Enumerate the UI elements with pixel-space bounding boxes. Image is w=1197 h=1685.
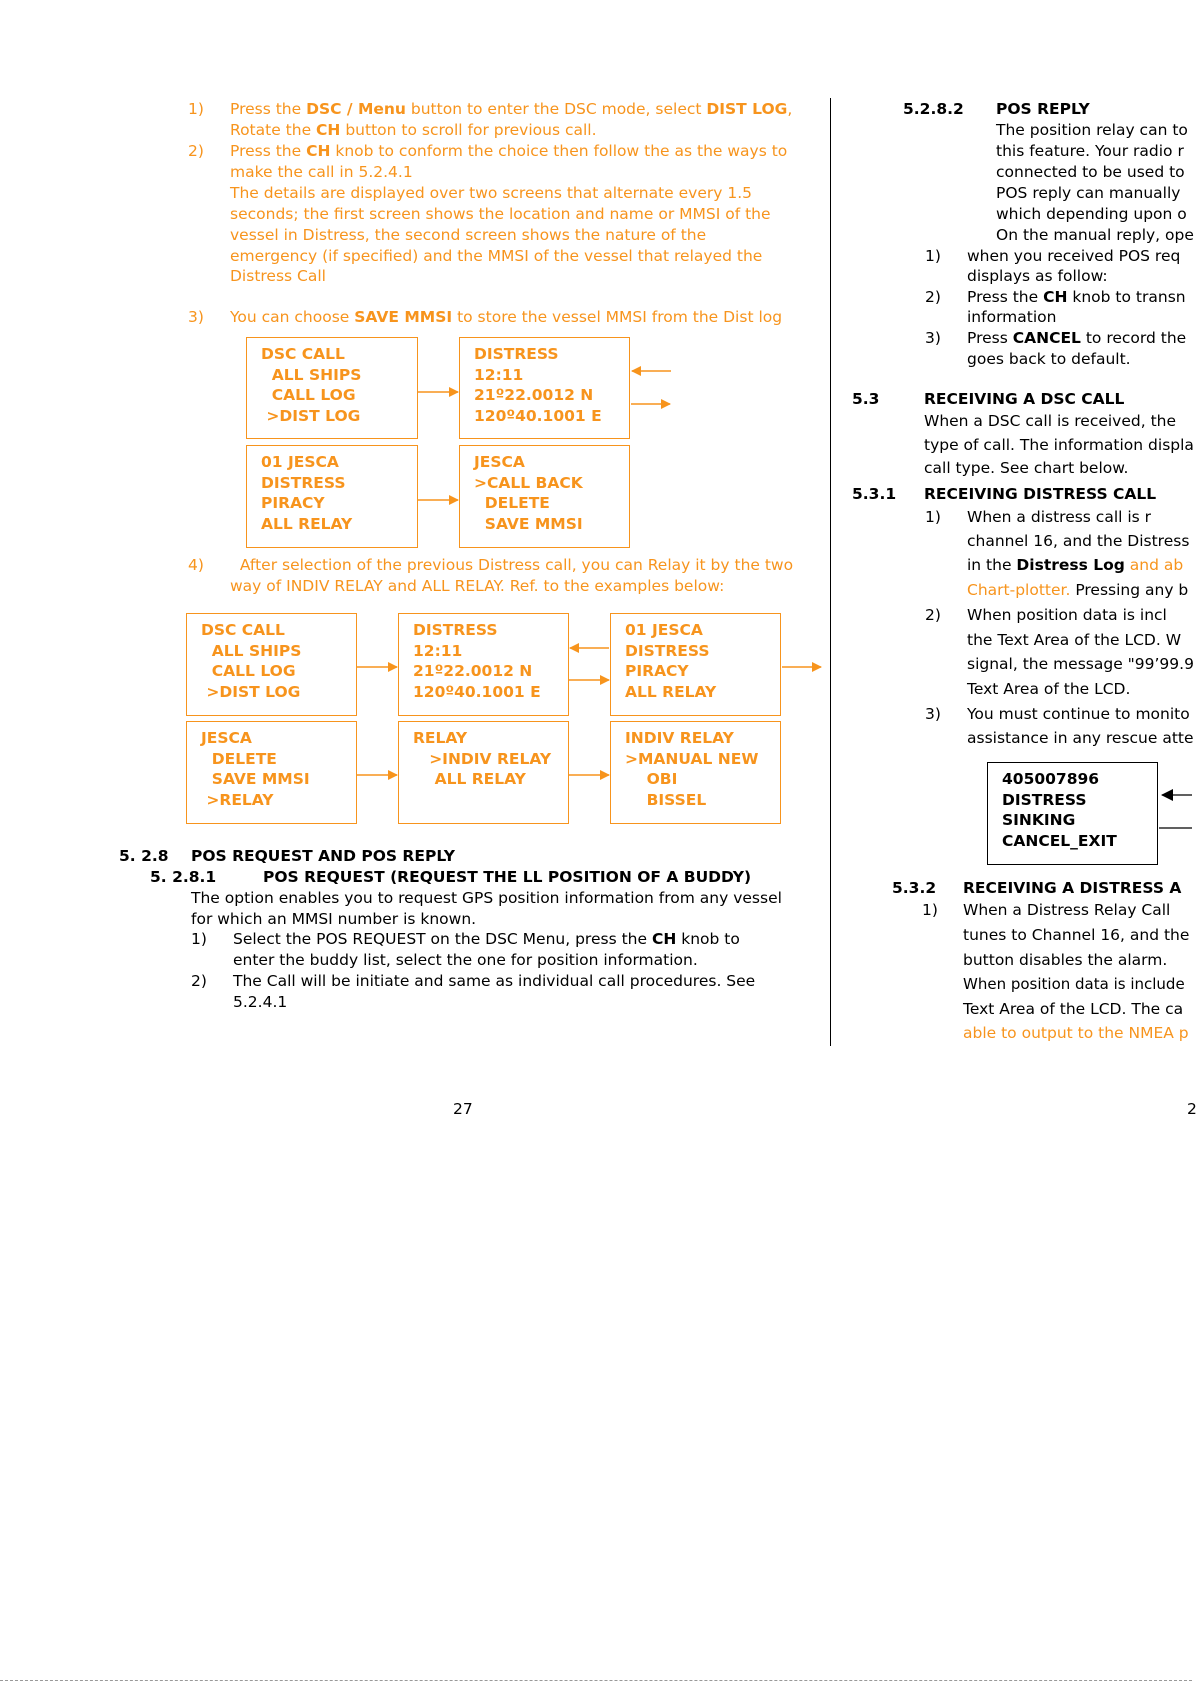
distress-step-2-line-3: signal, the message "99’99.9 bbox=[967, 655, 1194, 673]
pos-reply-para-1: The position relay can to bbox=[996, 121, 1188, 139]
pos-reply-para-5: which depending upon o bbox=[996, 205, 1187, 223]
section-5-2-8-2-title: POS REPLY bbox=[996, 100, 1090, 118]
lcd-screen-jesca-menu: JESCA >CALL BACK DELETE SAVE MMSI bbox=[459, 445, 630, 548]
section-5-3-para-3: call type. See chart below. bbox=[924, 459, 1129, 477]
pos-reply-step-1-number: 1) bbox=[925, 247, 941, 265]
pos-reply-step-3-line-2: goes back to default. bbox=[967, 350, 1131, 368]
step-1-number: 1) bbox=[188, 100, 204, 118]
pos-reply-step-3-number: 3) bbox=[925, 329, 941, 347]
section-5-2-8-2-number: 5.2.8.2 bbox=[903, 100, 964, 118]
step-2-line-1: Press the CH knob to conform the choice then follow the as the ways to bbox=[230, 142, 788, 160]
relay-step-1-line-1: When a Distress Relay Call bbox=[963, 901, 1171, 919]
step-1-line-2: Rotate the CH button to scroll for previous call. bbox=[230, 121, 597, 139]
section-5-2-8-1-title: POS REQUEST (REQUEST THE LL POSITION OF A BUDDY) bbox=[263, 868, 752, 886]
pos-request-step-2-number: 2) bbox=[191, 972, 207, 990]
step-2-line-2: make the call in 5.2.4.1 bbox=[230, 163, 413, 181]
pos-reply-para-3: connected to be used to bbox=[996, 163, 1185, 181]
distress-step-3-line-1: You must continue to monito bbox=[967, 705, 1190, 723]
pos-request-step-1-number: 1) bbox=[191, 930, 207, 948]
distress-step-1-line-3: in the Distress Log and ab bbox=[967, 556, 1184, 574]
page-number-left: 27 bbox=[453, 1100, 473, 1118]
distress-step-2-line-2: the Text Area of the LCD. W bbox=[967, 631, 1182, 649]
step-2-para-2: seconds; the first screen shows the location and name or MMSI of the bbox=[230, 205, 771, 223]
distress-step-2-number: 2) bbox=[925, 606, 941, 624]
step-2-para-5: Distress Call bbox=[230, 267, 326, 285]
section-5-3-1-number: 5.3.1 bbox=[852, 485, 897, 503]
page-number-right: 2 bbox=[1187, 1100, 1197, 1118]
step-4-line-1: After selection of the previous Distress call, you can Relay it by the two bbox=[230, 556, 794, 574]
distress-step-3-line-2: assistance in any rescue atte bbox=[967, 729, 1194, 747]
section-5-3-2-title: RECEIVING A DISTRESS A bbox=[963, 879, 1182, 897]
lcd-screen-distress-received: 405007896 DISTRESS SINKING CANCEL_EXIT bbox=[987, 762, 1158, 865]
lcd-screen-dsc-call: DSC CALL ALL SHIPS CALL LOG >DIST LOG bbox=[246, 337, 418, 439]
lcd-screen-jesca-relay-menu: JESCA DELETE SAVE MMSI >RELAY bbox=[186, 721, 357, 824]
step-2-para-3: vessel in Distress, the second screen shows the nature of the bbox=[230, 226, 707, 244]
step-1-line-1: Press the DSC / Menu button to enter the DSC mode, select DIST LOG, bbox=[230, 100, 793, 118]
pos-request-step-2-line-2: 5.2.4.1 bbox=[233, 993, 288, 1011]
pos-reply-step-1-line-2: displays as follow: bbox=[967, 267, 1108, 285]
distress-step-2-line-1: When position data is incl bbox=[967, 606, 1167, 624]
distress-step-1-line-2: channel 16, and the Distress bbox=[967, 532, 1190, 550]
section-5-2-8-number: 5. 2.8 bbox=[119, 847, 169, 865]
step-2-para-4: emergency (if specified) and the MMSI of the vessel that relayed the bbox=[230, 247, 763, 265]
lcd-screen-dsc-call-b: DSC CALL ALL SHIPS CALL LOG >DIST LOG bbox=[186, 613, 357, 716]
pos-reply-step-3-line-1: Press CANCEL to record the bbox=[967, 329, 1187, 347]
step-4-number: 4) bbox=[188, 556, 204, 574]
section-5-3-2-number: 5.3.2 bbox=[892, 879, 937, 897]
pos-request-step-1-line-2: enter the buddy list, select the one for position information. bbox=[233, 951, 698, 969]
pos-reply-step-1-line-1: when you received POS req bbox=[967, 247, 1181, 265]
relay-step-1-line-6: able to output to the NMEA p bbox=[963, 1024, 1189, 1042]
pos-reply-step-2-line-1: Press the CH knob to transn bbox=[967, 288, 1186, 306]
lcd-screen-jesca-entry: 01 JESCA DISTRESS PIRACY ALL RELAY bbox=[246, 445, 418, 548]
section-5-3-para-2: type of call. The information displa bbox=[924, 436, 1194, 454]
distress-step-1-line-4: Chart-plotter. Pressing any b bbox=[967, 581, 1189, 599]
step-3-number: 3) bbox=[188, 308, 204, 326]
relay-step-1-line-3: button disables the alarm. bbox=[963, 951, 1168, 969]
pos-request-step-2-line-1: The Call will be initiate and same as individual call procedures. See bbox=[233, 972, 756, 990]
pos-reply-step-2-line-2: information bbox=[967, 308, 1057, 326]
pos-reply-para-2: this feature. Your radio r bbox=[996, 142, 1184, 160]
lcd-screen-distress: DISTRESS 12:11 21º22.0012 N 120º40.1001 E bbox=[459, 337, 630, 439]
relay-step-1-number: 1) bbox=[922, 901, 938, 919]
relay-step-1-line-4: When position data is include bbox=[963, 975, 1185, 993]
section-5-2-8-1-para-1: The option enables you to request GPS position information from any vessel bbox=[191, 889, 782, 907]
section-5-3-title: RECEIVING A DSC CALL bbox=[924, 390, 1125, 408]
lcd-screen-relay: RELAY >INDIV RELAY ALL RELAY bbox=[398, 721, 569, 824]
step-2-number: 2) bbox=[188, 142, 204, 160]
section-5-3-1-title: RECEIVING DISTRESS CALL bbox=[924, 485, 1157, 503]
relay-step-1-line-2: tunes to Channel 16, and the bbox=[963, 926, 1190, 944]
distress-step-1-line-1: When a distress call is r bbox=[967, 508, 1152, 526]
section-5-2-8-title: POS REQUEST AND POS REPLY bbox=[191, 847, 455, 865]
page-bottom-rule bbox=[0, 1680, 1192, 1681]
distress-step-1-number: 1) bbox=[925, 508, 941, 526]
section-5-3-number: 5.3 bbox=[852, 390, 880, 408]
step-2-para-1: The details are displayed over two screens that alternate every 1.5 bbox=[230, 184, 752, 202]
step-4-line-2: way of INDIV RELAY and ALL RELAY. Ref. to the examples below: bbox=[230, 577, 725, 595]
relay-step-1-line-5: Text Area of the LCD. The ca bbox=[963, 1000, 1184, 1018]
distress-step-2-line-4: Text Area of the LCD. bbox=[967, 680, 1131, 698]
distress-step-3-number: 3) bbox=[925, 705, 941, 723]
section-5-2-8-1-number: 5. 2.8.1 bbox=[150, 868, 217, 886]
section-5-3-para-1: When a DSC call is received, the bbox=[924, 412, 1177, 430]
pos-request-step-1-line-1: Select the POS REQUEST on the DSC Menu, press the CH knob to bbox=[233, 930, 740, 948]
lcd-screen-indiv-relay: INDIV RELAY >MANUAL NEW OBI BISSEL bbox=[610, 721, 781, 824]
pos-reply-para-6: On the manual reply, ope bbox=[996, 226, 1194, 244]
section-5-2-8-1-para-2: for which an MMSI number is known. bbox=[191, 910, 477, 928]
lcd-screen-jesca-entry-b: 01 JESCA DISTRESS PIRACY ALL RELAY bbox=[610, 613, 781, 716]
pos-reply-para-4: POS reply can manually bbox=[996, 184, 1181, 202]
step-3-line-1: You can choose SAVE MMSI to store the vessel MMSI from the Dist log bbox=[230, 308, 783, 326]
lcd-screen-distress-b: DISTRESS 12:11 21º22.0012 N 120º40.1001 E bbox=[398, 613, 569, 716]
pos-reply-step-2-number: 2) bbox=[925, 288, 941, 306]
